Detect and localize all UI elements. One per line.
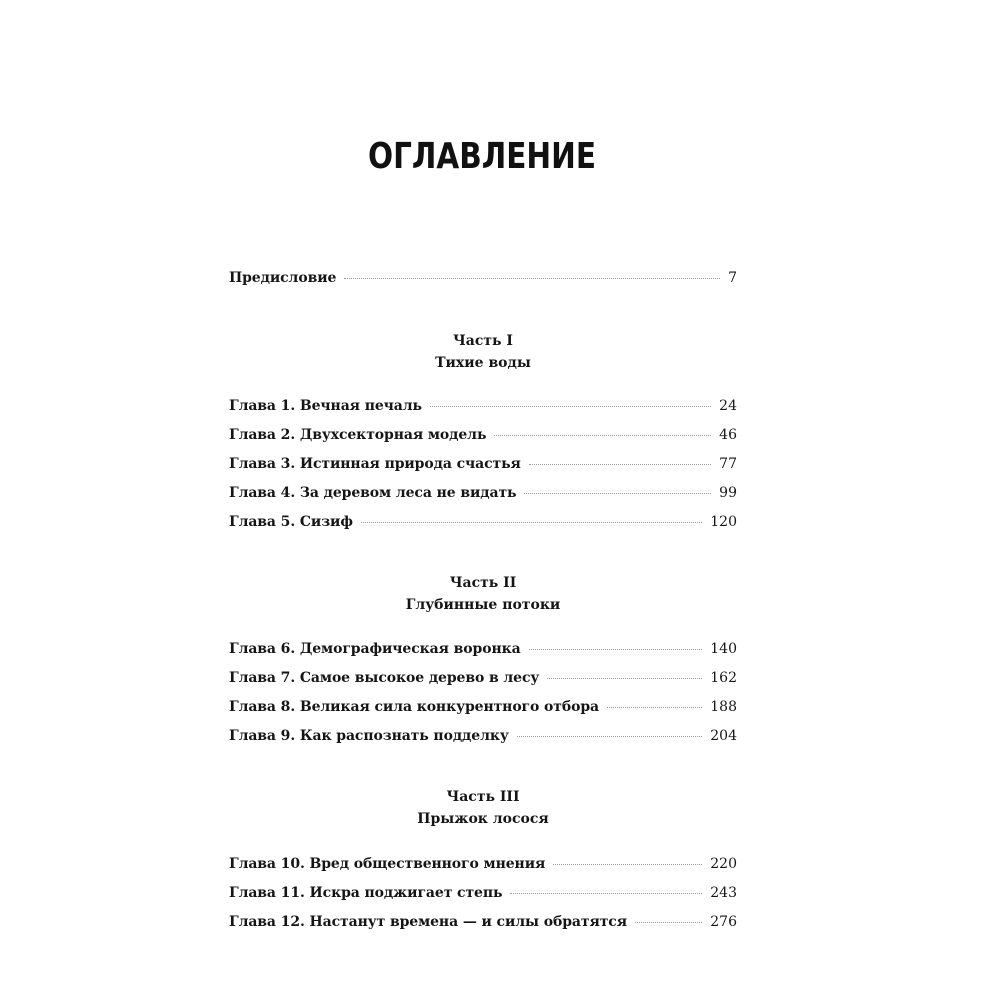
part-heading-3 (229, 786, 737, 830)
toc-entry-label: Глава 1. Вечная печаль (229, 398, 422, 414)
dot-leader (494, 435, 711, 436)
toc-entry-page: 276 (710, 914, 737, 930)
toc-entry-label: Глава 4. За деревом леса не видать (229, 485, 517, 501)
toc-entry-page: 99 (719, 485, 737, 501)
toc-entry-chapter-2[interactable] (229, 427, 737, 449)
toc-entry-page: 140 (710, 641, 737, 657)
toc-entry-page: 46 (719, 427, 737, 443)
toc-entry-label: Глава 11. Искра поджигает степь (229, 885, 503, 901)
toc-entry-chapter-7[interactable] (229, 670, 737, 692)
dot-leader (529, 464, 711, 465)
toc-entry-chapter-5[interactable] (229, 514, 737, 536)
toc-entry-page: 220 (710, 856, 737, 872)
toc-entry-page: 24 (719, 398, 737, 414)
toc-entry-page: 7 (728, 270, 737, 286)
toc-entry-label: Глава 10. Вред общественного мнения (229, 856, 546, 872)
toc-entry-label: Глава 3. Истинная природа счастья (229, 456, 521, 472)
toc-entry-label: Глава 6. Демографическая воронка (229, 641, 521, 657)
part-number: Часть III (446, 789, 520, 805)
toc-entry-chapter-3[interactable] (229, 456, 737, 478)
toc-entry-page: 243 (710, 885, 737, 901)
toc-entry-label: Глава 12. Настанут времена — и силы обратятся (229, 914, 627, 930)
toc-entry-page: 188 (710, 699, 737, 715)
toc-entry-label: Предисловие (229, 270, 337, 286)
dot-leader (529, 649, 703, 650)
toc-entry-page: 120 (710, 514, 737, 530)
toc-entry-preface[interactable] (229, 270, 737, 292)
dot-leader (524, 493, 711, 494)
part-heading-2 (229, 572, 737, 616)
dot-leader (344, 278, 720, 279)
toc-entry-label: Глава 5. Сизиф (229, 514, 353, 530)
dot-leader (607, 707, 702, 708)
toc-entry-chapter-12[interactable] (229, 914, 737, 936)
part-heading-1 (229, 330, 737, 374)
dot-leader (510, 893, 702, 894)
part-name: Глубинные потоки (405, 597, 561, 613)
toc-entry-chapter-10[interactable] (229, 856, 737, 878)
toc-entry-label: Глава 8. Великая сила конкурентного отбора (229, 699, 599, 715)
part-name: Прыжок лосося (417, 811, 549, 827)
dot-leader (430, 406, 711, 407)
toc-entry-chapter-6[interactable] (229, 641, 737, 663)
part-name: Тихие воды (435, 355, 531, 371)
dot-leader (361, 522, 702, 523)
toc-entry-page: 204 (710, 728, 737, 744)
toc-entry-page: 162 (710, 670, 737, 686)
toc-entry-label: Глава 7. Самое высокое дерево в лесу (229, 670, 540, 686)
toc-entry-chapter-8[interactable] (229, 699, 737, 721)
page-title: ОГЛАВЛЕНИЕ (367, 136, 597, 177)
toc-entry-page: 77 (719, 456, 737, 472)
dot-leader (553, 864, 702, 865)
toc-entry-label: Глава 2. Двухсекторная модель (229, 427, 487, 443)
part-number: Часть II (449, 575, 517, 591)
part-number: Часть I (453, 333, 513, 349)
toc-entry-chapter-1[interactable] (229, 398, 737, 420)
dot-leader (635, 922, 702, 923)
dot-leader (547, 678, 702, 679)
toc-entry-chapter-9[interactable] (229, 728, 737, 750)
toc-entry-chapter-11[interactable] (229, 885, 737, 907)
toc-entry-chapter-4[interactable] (229, 485, 737, 507)
dot-leader (517, 736, 703, 737)
toc-entry-label: Глава 9. Как распознать подделку (229, 728, 509, 744)
